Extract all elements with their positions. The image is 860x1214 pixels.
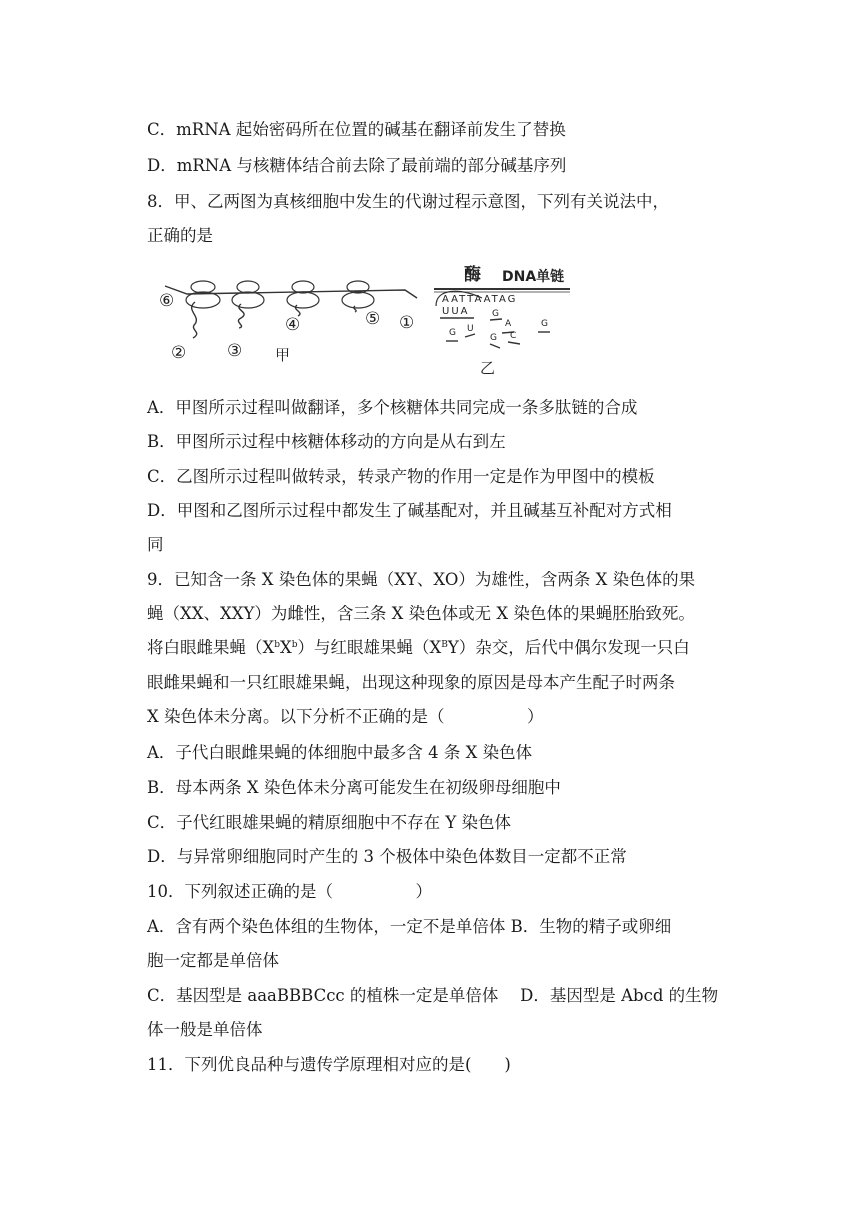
jia-label-5: ⑤ (365, 309, 381, 329)
q10-options-line-2: 胞一定都是单倍体 (147, 951, 279, 970)
q9-stem-line-5: X 染色体未分离。以下分析不正确的是（ ） (147, 707, 544, 726)
yi-nucleotide-4: A (505, 319, 512, 329)
yi-dna-sequence: AATTAATAG (442, 294, 518, 305)
jia-label-1: ① (399, 313, 415, 333)
q9-option-a: A．子代白眼雌果蝇的体细胞中最多含 4 条 X 染色体 (147, 743, 533, 762)
q8-option-d-line-1: D．甲图和乙图所示过程中都发生了碱基配对，并且碱基互补配对方式相 (147, 501, 672, 520)
q8-stem-line-2: 正确的是 (147, 226, 213, 245)
q9-option-b: B．母本两条 X 染色体未分离可能发生在初级卵母细胞中 (147, 778, 561, 797)
yi-nucleotide-5: G (490, 333, 497, 343)
yi-caption: 乙 (480, 359, 496, 377)
q9-stem-line-1: 9．已知含一条 X 染色体的果蝇（XY、XO）为雄性，含两条 X 染色体的果 (147, 570, 696, 589)
yi-nucleotide-2: G (449, 328, 456, 338)
ribosome-1 (186, 281, 220, 338)
q8-option-d-line-2: 同 (147, 535, 164, 554)
ribosome-3 (287, 281, 319, 316)
jia-label-4: ④ (285, 315, 301, 335)
q8-option-b: B．甲图所示过程中核糖体移动的方向是从右到左 (147, 432, 506, 451)
q9-option-d: D．与异常卵细胞同时产生的 3 个极体中染色体数目一定都不正常 (147, 847, 627, 866)
yi-enzyme-label: 酶 (464, 265, 481, 285)
q7-option-c: C．mRNA 起始密码所在位置的碱基在翻译前发生了替换 (147, 120, 566, 139)
yi-nucleotide-1: G (492, 309, 499, 319)
q7-option-d: D．mRNA 与核糖体结合前去除了最前端的部分碱基序列 (147, 156, 567, 175)
q10-options-line-3: C．基因型是 aaaBBBCcc 的植株一定是单倍体 D．基因型是 Abcd 的生物 (147, 986, 719, 1005)
yi-nucleotide-3: U (467, 324, 474, 334)
q9-stem-line-3: 将白眼雌果蝇$(X^bX^b)$与红眼雄果蝇$(X^BY)$杂交，后代中偶尔发现一只白 (147, 638, 690, 657)
free-nucleotides (446, 319, 550, 348)
q9-stem-line-2: 蝇（XX、XXY）为雌性，含三条 X 染色体或无 X 染色体的果蝇胚胎致死。 (147, 604, 695, 623)
q8-stem-line-1b: 8．甲、乙两图为真核细胞中发生的代谢过程示意图，下列有关说法中， (147, 192, 669, 211)
ribosome-2 (232, 281, 264, 328)
q8-option-a: A．甲图所示过程叫做翻译，多个核糖体共同完成一条多肽链的合成 (147, 398, 638, 417)
yi-dna-label: DNA单链 (502, 269, 565, 285)
q10-options-line-4: 体一般是单倍体 (147, 1020, 263, 1039)
q10-stem: 10．下列叙述正确的是（ ） (147, 882, 432, 901)
yi-nucleotide-6: C (510, 331, 517, 341)
q9-option-c: C．子代红眼雄果蝇的精原细胞中不存在 Y 染色体 (147, 813, 512, 832)
jia-label-2: ② (171, 343, 187, 363)
yi-rna-strand: UUA (442, 306, 470, 317)
q11-stem: 11．下列优良品种与遗传学原理相对应的是( ) (147, 1055, 511, 1074)
q9-stem-line-4: 眼雌果蝇和一只红眼雄果蝇，出现这种现象的原因是母本产生配子时两条 (147, 673, 675, 692)
ribosome-4 (342, 281, 374, 312)
figure-jia-translation (155, 272, 430, 372)
jia-label-6: ⑥ (159, 291, 175, 311)
jia-label-3: ③ (227, 341, 243, 361)
yi-nucleotide-7: G (541, 319, 548, 329)
figure-yi-transcription (430, 262, 580, 377)
q8-option-c: C．乙图所示过程叫做转录，转录产物的作用一定是作为甲图中的模板 (147, 467, 655, 486)
jia-caption: 甲 (275, 346, 291, 364)
q10-options-line-1: A．含有两个染色体组的生物体，一定不是单倍体 B．生物的精子或卵细 (147, 917, 672, 936)
